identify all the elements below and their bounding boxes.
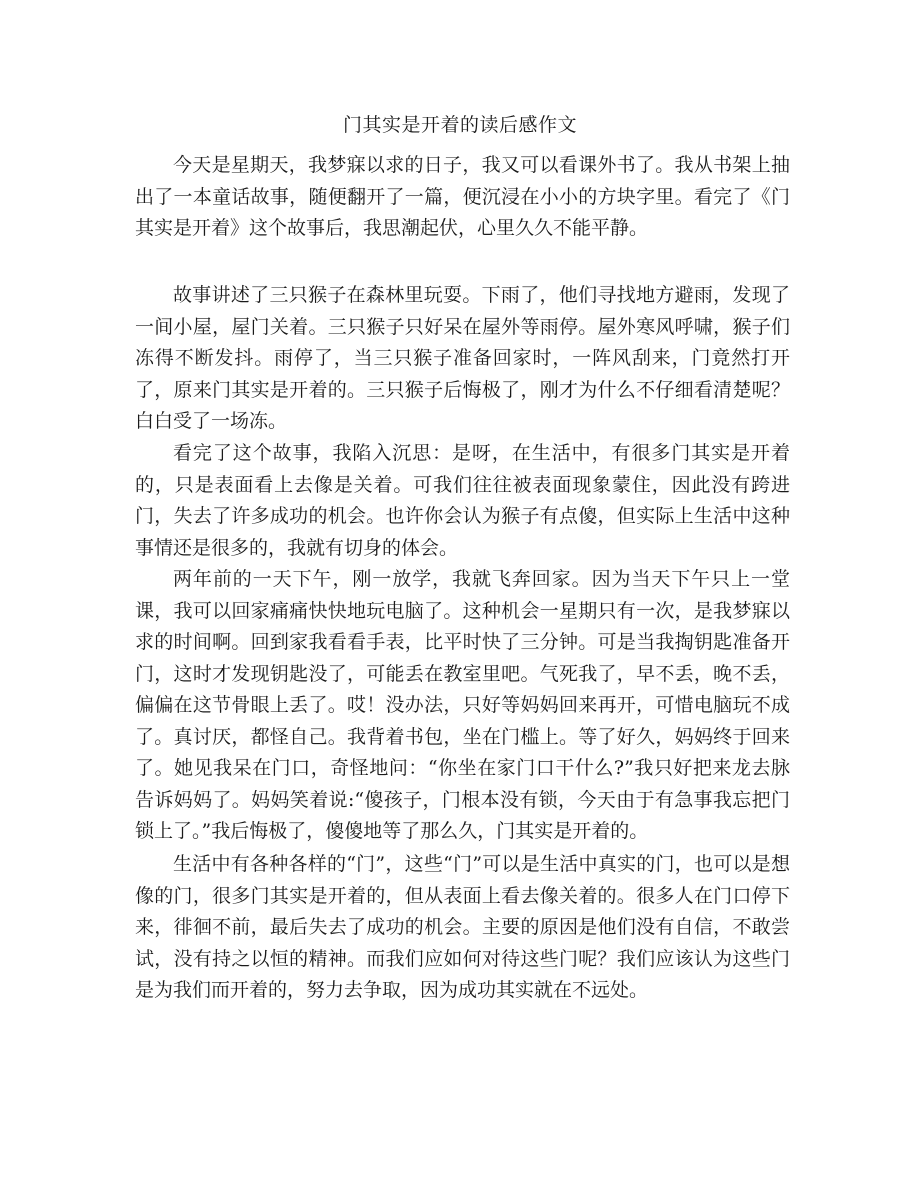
paragraph-2: 故事讲述了三只猴子在森林里玩耍。下雨了，他们寻找地方避雨，发现了一间小屋，屋门关着。三只猴子只好呆在屋外等雨停。屋外寒风呼啸，猴子们冻得不断发抖。雨停了，当三只猴子准备回家时，一阵风刮来，门竟然打开了，原来门其实是开着的。三只猴子后悔极了，刚才为什么不仔细看清楚呢？白白受了一场冻。: [135, 284, 790, 432]
paragraph-1: 今天是星期天，我梦寐以求的日子，我又可以看课外书了。我从书架上抽出了一本童话故事，随便翻开了一篇，便沉浸在小小的方块字里。看完了《门其实是开着》这个故事后，我思潮起伏，心里久久不能平静。: [135, 154, 790, 239]
paragraph-4: 两年前的一天下午，刚一放学，我就飞奔回家。因为当天下午只上一堂课，我可以回家痛痛快快地玩电脑了。这种机会一星期只有一次，是我梦寐以求的时间啊。回到家我看看手表，比平时快了三分钟。可是当我掏钥匙准备开门，这时才发现钥匙没了，可能丢在教室里吧。气死我了，早不丢，晚不丢，偏偏在这节骨眼上丢了。哎！没办法，只好等妈妈回来再开，可惜电脑玩不成了。真讨厌，都怪自己。我背着书包，坐在门槛上。等了好久，妈妈终于回来了。她见我呆在门口，奇怪地问：“你坐在家门口干什么?”我只好把来龙去脉告诉妈妈了。妈妈笑着说:“傻孩子，门根本没有锁，今天由于有急事我忘把门锁上了。”我后悔极了，傻傻地等了那么久，门其实是开着的。: [135, 568, 790, 842]
document-title: 门其实是开着的读后感作文: [342, 114, 577, 136]
paragraph-3: 看完了这个故事，我陷入沉思：是呀，在生活中，有很多门其实是开着的，只是表面看上去像是关着。可我们往往被表面现象蒙住，因此没有跨进门，失去了许多成功的机会。也许你会认为猴子有点傻，但实际上生活中这种事情还是很多的，我就有切身的体会。: [135, 442, 790, 559]
paragraph-5: 生活中有各种各样的“门”，这些“门”可以是生活中真实的门，也可以是想像的门，很多门其实是开着的，但从表面上看去像关着的。很多人在门口停下来，徘徊不前，最后失去了成功的机会。主要的原因是他们没有自信，不敢尝试，没有持之以恒的精神。而我们应如何对待这些门呢？我们应该认为这些门是为我们而开着的，努力去争取，因为成功其实就在不远处。: [135, 853, 790, 1001]
